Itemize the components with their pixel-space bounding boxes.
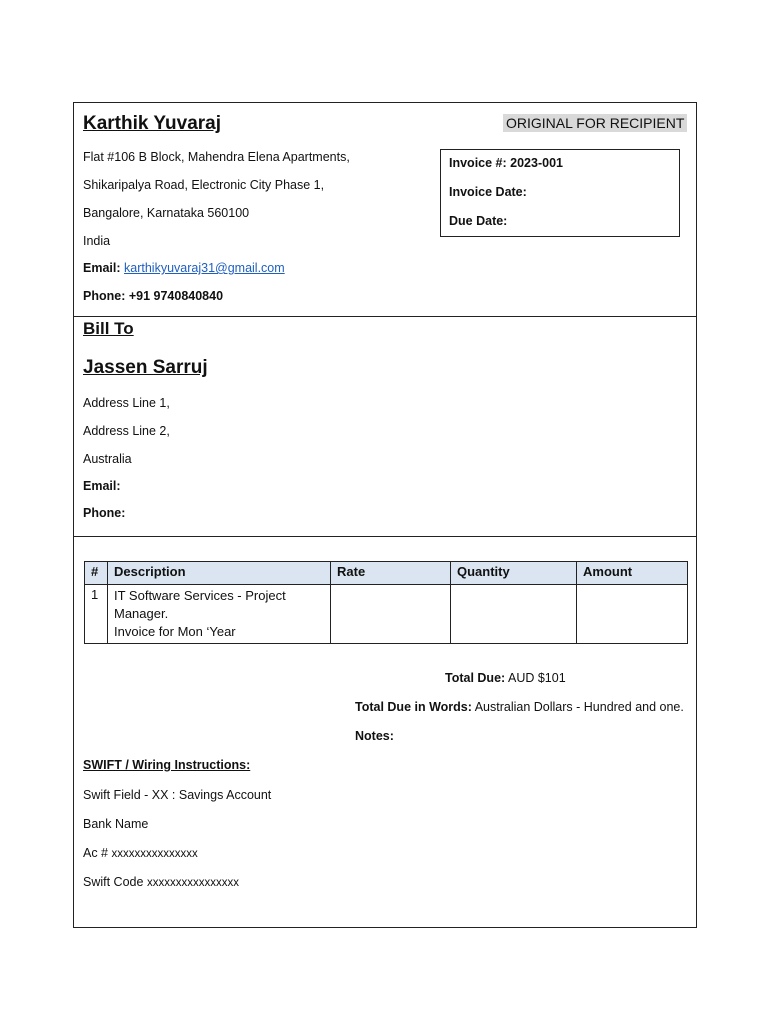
swift-code-label: Swift Code <box>83 875 144 889</box>
divider-sender-billto <box>74 316 696 317</box>
invoice-number-label: Invoice #: <box>449 156 507 170</box>
sender-address-line3: Bangalore, Karnataka 560100 <box>83 206 250 220</box>
col-header-description: Description <box>108 562 331 585</box>
col-header-amount: Amount <box>577 562 688 585</box>
cell-number: 1 <box>85 585 108 644</box>
bill-to-country: Australia <box>83 452 132 466</box>
sender-address-line1: Flat #106 B Block, Mahendra Elena Apartments, <box>83 150 350 164</box>
col-header-rate: Rate <box>331 562 451 585</box>
items-table <box>84 561 688 644</box>
total-words-value: Australian Dollars - Hundred and one. <box>474 700 684 714</box>
swift-code-value: xxxxxxxxxxxxxxxx <box>146 877 239 889</box>
description-line1: IT Software Services - Project <box>114 588 286 603</box>
bill-to-phone-label: Phone: <box>83 506 126 520</box>
cell-amount <box>577 585 688 644</box>
sender-address-line2: Shikaripalya Road, Electronic City Phase 1, <box>83 178 325 192</box>
sender-country: India <box>83 234 111 248</box>
total-due-row <box>445 671 566 685</box>
cell-rate <box>331 585 451 644</box>
invoice-frame <box>73 102 697 928</box>
bill-to-address-line2: Address Line 2, <box>83 424 170 438</box>
bill-to-address-line1: Address Line 1, <box>83 396 170 410</box>
cell-description <box>108 585 331 644</box>
cell-quantity <box>451 585 577 644</box>
account-number-label: Ac # <box>83 846 109 860</box>
col-header-number: # <box>85 562 108 585</box>
total-words-row <box>355 700 684 714</box>
due-date-label: Due Date: <box>449 214 508 228</box>
sender-phone-row <box>83 289 223 303</box>
notes-label: Notes: <box>355 729 394 743</box>
divider-billto-items <box>74 536 696 537</box>
bill-to-email-label: Email: <box>83 479 121 493</box>
sender-phone: +91 9740840840 <box>128 289 224 303</box>
total-due-value: AUD $101 <box>507 671 566 685</box>
description-line3: Invoice for Mon ‘Year <box>114 624 236 639</box>
table-row <box>85 585 688 644</box>
description-line2: Manager. <box>114 606 169 621</box>
sender-name: Karthik Yuvaraj <box>83 113 222 134</box>
sender-phone-label: Phone: <box>83 289 126 303</box>
sender-email-label: Email: <box>83 261 121 275</box>
account-number-row <box>83 846 198 860</box>
sender-email-row <box>83 261 285 275</box>
invoice-number: 2023-001 <box>510 156 563 170</box>
total-due-label: Total Due: <box>445 671 506 685</box>
table-header-row <box>85 562 688 585</box>
bill-to-name: Jassen Sarruj <box>83 357 208 378</box>
invoice-meta-box <box>440 149 680 237</box>
invoice-date-label: Invoice Date: <box>449 185 527 199</box>
original-for-recipient-badge: ORIGINAL FOR RECIPIENT <box>503 114 687 132</box>
swift-field: Swift Field - XX : Savings Account <box>83 788 272 802</box>
swift-code-row <box>83 875 239 889</box>
bill-to-heading: Bill To <box>83 319 134 338</box>
bank-name: Bank Name <box>83 817 149 831</box>
invoice-number-row <box>449 156 563 170</box>
col-header-quantity: Quantity <box>451 562 577 585</box>
sender-email-link[interactable]: karthikyuvaraj31@gmail.com <box>124 261 285 275</box>
total-words-label: Total Due in Words: <box>355 700 472 714</box>
wiring-heading: SWIFT / Wiring Instructions: <box>83 758 251 772</box>
account-number-value: xxxxxxxxxxxxxxx <box>111 848 198 860</box>
